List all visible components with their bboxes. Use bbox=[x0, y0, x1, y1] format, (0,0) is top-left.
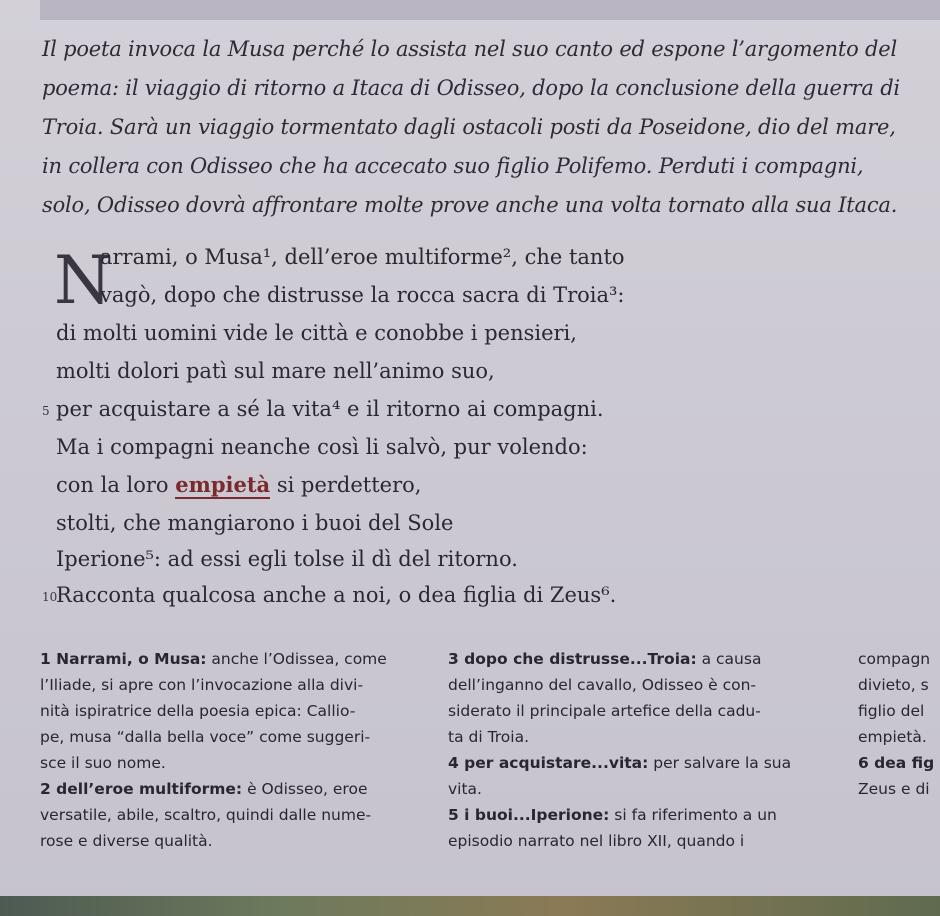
footnote-line bbox=[40, 698, 420, 724]
footnote-text: pe, musa “dalla bella voce” come suggeri- bbox=[40, 728, 371, 746]
footnote-lemma: 3 dopo che distrusse...Troia: bbox=[448, 650, 697, 668]
intro-line: in collera con Odisseo che ha accecato suo figlio Polifemo. Perduti i compagni, bbox=[42, 154, 864, 178]
next-page-image-strip bbox=[0, 896, 940, 916]
footnote-line bbox=[448, 828, 848, 854]
footnote-line bbox=[40, 828, 420, 854]
footnote-text: ta di Troia. bbox=[448, 728, 530, 746]
footnote-text: nità ispiratrice della poesia epica: Callio- bbox=[40, 702, 356, 720]
footnote-text: per salvare la sua bbox=[648, 754, 792, 772]
footnote-line bbox=[448, 672, 848, 698]
verse-line: Racconta qualcosa anche a noi, o dea figlia di Zeus⁶. bbox=[56, 583, 617, 607]
intro-line: Il poeta invoca la Musa perché lo assista nel suo canto ed espone l’argomento del bbox=[42, 37, 898, 61]
footnote-lemma: 1 Narrami, o Musa: bbox=[40, 650, 207, 668]
footnote-line bbox=[40, 802, 420, 828]
verse-line: Iperione⁵: ad essi egli tolse il dì del ritorno. bbox=[56, 547, 518, 571]
footnote-text: a causa bbox=[696, 650, 762, 668]
footnote-text: figlio del bbox=[858, 702, 925, 720]
verse-line-start: con la loro bbox=[56, 473, 176, 497]
footnote-line bbox=[448, 750, 848, 776]
footnote-line bbox=[858, 698, 940, 724]
footnote-text: episodio narrato nel libro XII, quando i bbox=[448, 832, 745, 850]
footnote-text: divieto, s bbox=[858, 676, 929, 694]
verse-line: arrami, o Musa¹, dell’eroe multiforme², che tanto bbox=[100, 245, 625, 269]
verse-line: stolti, che mangiarono i buoi del Sole bbox=[56, 511, 454, 535]
verse-line: per acquistare a sé la vita⁴ e il ritorno ai compagni. bbox=[56, 397, 604, 421]
footnote-text: l’Iliade, si apre con l’invocazione alla divi- bbox=[40, 676, 364, 694]
intro-line: Troia. Sarà un viaggio tormentato dagli ostacoli posti da Poseidone, dio del mare, bbox=[42, 115, 896, 139]
footnote-text: empietà. bbox=[858, 728, 927, 746]
footnote-line bbox=[40, 750, 420, 776]
verse-line: vagò, dopo che distrusse la rocca sacra di Troia³: bbox=[100, 283, 625, 307]
footnote-line bbox=[448, 698, 848, 724]
footnote-lemma: 5 i buoi...Iperione: bbox=[448, 806, 610, 824]
footnote-text: sce il suo nome. bbox=[40, 754, 166, 772]
footnote-text: vita. bbox=[448, 780, 482, 798]
footnote-line bbox=[858, 672, 940, 698]
footnote-line bbox=[448, 724, 848, 750]
verse-line: Ma i compagni neanche così li salvò, pur volendo: bbox=[56, 435, 588, 459]
footnote-text: rose e diverse qualità. bbox=[40, 832, 213, 850]
footnote-text: è Odisseo, eroe bbox=[242, 780, 368, 798]
footnote-text: anche l’Odissea, come bbox=[206, 650, 387, 668]
footnote-text: si fa riferimento a un bbox=[609, 806, 777, 824]
footnote-line bbox=[858, 750, 940, 776]
footnote-line bbox=[40, 672, 420, 698]
page-top-band bbox=[40, 0, 940, 20]
footnote-text: compagn bbox=[858, 650, 931, 668]
intro-line: poema: il viaggio di ritorno a Itaca di Odisseo, dopo la conclusione della guerra di bbox=[42, 76, 900, 100]
verse-line: di molti uomini vide le città e conobbe i pensieri, bbox=[56, 321, 577, 345]
footnote-text: versatile, abile, scaltro, quindi dalle nume- bbox=[40, 806, 372, 824]
footnote-text: Zeus e di bbox=[858, 780, 930, 798]
footnotes-column-3 bbox=[858, 646, 940, 802]
footnote-line bbox=[858, 646, 940, 672]
footnotes bbox=[40, 646, 940, 876]
verse-line bbox=[56, 468, 421, 502]
verse-line-end: si perdettero, bbox=[270, 473, 422, 497]
verse-number: 5 bbox=[42, 404, 50, 418]
footnotes-column-2 bbox=[448, 646, 848, 854]
verse-line: molti dolori patì sul mare nell’animo suo, bbox=[56, 359, 495, 383]
footnote-line bbox=[448, 646, 848, 672]
footnote-line bbox=[858, 724, 940, 750]
footnote-lemma: 4 per acquistare...vita: bbox=[448, 754, 649, 772]
footnote-text: siderato il principale artefice della cadu- bbox=[448, 702, 761, 720]
footnote-line bbox=[448, 776, 848, 802]
verse-number: 10 bbox=[42, 590, 58, 604]
footnote-line bbox=[40, 776, 420, 802]
footnote-line bbox=[858, 776, 940, 802]
drop-cap: N bbox=[54, 242, 112, 319]
footnote-line bbox=[40, 724, 420, 750]
intro-line: solo, Odisseo dovrà affrontare molte prove anche una volta tornato alla sua Itaca. bbox=[42, 193, 898, 217]
footnote-lemma: 2 dell’eroe multiforme: bbox=[40, 780, 243, 798]
footnote-line bbox=[448, 802, 848, 828]
highlighted-word: empietà bbox=[175, 472, 271, 497]
footnotes-column-1 bbox=[40, 646, 420, 854]
footnote-line bbox=[40, 646, 420, 672]
footnote-lemma: 6 dea fig bbox=[858, 754, 935, 772]
footnote-text: dell’inganno del cavallo, Odisseo è con- bbox=[448, 676, 757, 694]
intro-paragraph bbox=[42, 30, 932, 225]
